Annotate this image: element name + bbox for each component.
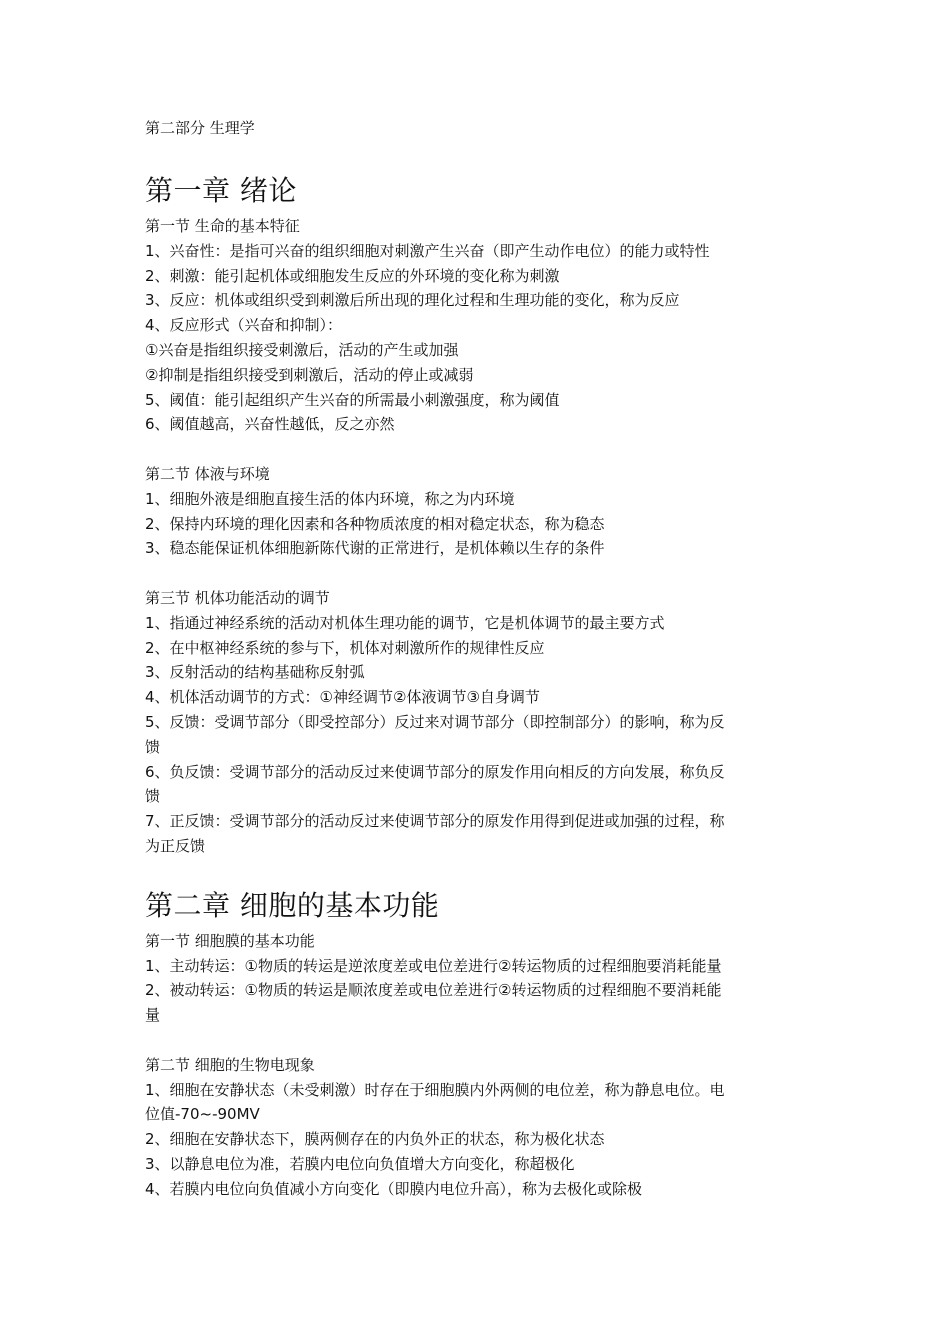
chapter-content	[145, 214, 795, 859]
chapter-title: 第二章 细胞的基本功能	[145, 888, 440, 922]
part-title: 第二部分 生理学	[145, 119, 255, 137]
section-title: 第二节 细胞的生物电现象	[145, 1055, 315, 1074]
paragraph-line: 6、阈值越高，兴奋性越低，反之亦然	[145, 415, 395, 434]
paragraph-line: 馈	[145, 787, 161, 806]
chapter-title: 第一章 绪论	[145, 174, 297, 207]
paragraph-line: 4、若膜内电位向负值减小方向变化（即膜内电位升高），称为去极化或除极	[145, 1179, 643, 1198]
paragraph-line: 4、反应形式（兴奋和抑制）：	[145, 316, 343, 335]
paragraph-line: 5、阈值：能引起组织产生兴奋的所需最小刺激强度，称为阈值	[145, 390, 560, 409]
paragraph-line: 2、保持内环境的理化因素和各种物质浓度的相对稳定状态，称为稳态	[145, 514, 605, 533]
paragraph-line: 2、在中枢神经系统的参与下，机体对刺激所作的规律性反应	[145, 638, 545, 657]
paragraph-line: 2、被动转运：①物质的转运是顺浓度差或电位差进行②转运物质的过程细胞不要消耗能	[145, 981, 722, 1000]
paragraph-line: 3、反应：机体或组织受到刺激后所出现的理化过程和生理功能的变化，称为反应	[145, 291, 680, 310]
document-body	[145, 116, 795, 1201]
paragraph-line: 位值-70~-90MV	[145, 1105, 260, 1124]
blank-line	[145, 437, 795, 462]
paragraph-line: 4、机体活动调节的方式：①神经调节②体液调节③自身调节	[145, 688, 540, 707]
paragraph-line: 1、指通过神经系统的活动对机体生理功能的调节，它是机体调节的最主要方式	[145, 613, 665, 632]
chapter-content	[145, 929, 795, 1202]
paragraph-line: ②抑制是指组织接受到刺激后，活动的停止或减弱	[145, 365, 474, 384]
paragraph-line: 1、细胞在安静状态（未受刺激）时存在于细胞膜内外两侧的电位差，称为静息电位。电	[145, 1080, 725, 1099]
paragraph-line: 量	[145, 1006, 161, 1025]
paragraph-line: 1、主动转运：①物质的转运是逆浓度差或电位差进行②转运物质的过程细胞要消耗能量	[145, 956, 722, 975]
blank-line	[145, 561, 795, 586]
section-title: 第一节 细胞膜的基本功能	[145, 931, 315, 950]
paragraph-line: 为正反馈	[145, 836, 206, 855]
paragraph-line: 馈	[145, 737, 161, 756]
paragraph-line: 2、细胞在安静状态下，膜两侧存在的内负外正的状态，称为极化状态	[145, 1130, 605, 1149]
paragraph-line: 3、反射活动的结构基础称反射弧	[145, 663, 365, 682]
paragraph-line: 7、正反馈：受调节部分的活动反过来使调节部分的原发作用得到促进或加强的过程，称	[145, 812, 725, 831]
paragraph-line: 5、反馈：受调节部分（即受控部分）反过来对调节部分（即控制部分）的影响，称为反	[145, 712, 725, 731]
section-title: 第一节 生命的基本特征	[145, 217, 300, 235]
paragraph-line: 2、刺激：能引起机体或细胞发生反应的外环境的变化称为刺激	[145, 266, 560, 285]
paragraph-line: 1、兴奋性：是指可兴奋的组织细胞对刺激产生兴奋（即产生动作电位）的能力或特性	[145, 241, 710, 260]
paragraph-line: 1、细胞外液是细胞直接生活的体内环境，称之为内环境	[145, 489, 515, 508]
blank-line	[145, 1028, 795, 1053]
section-title: 第三节 机体功能活动的调节	[145, 588, 330, 607]
section-title: 第二节 体液与环境	[145, 464, 270, 483]
paragraph-line: 6、负反馈：受调节部分的活动反过来使调节部分的原发作用向相反的方向发展，称负反	[145, 762, 725, 781]
paragraph-line: ①兴奋是指组织接受刺激后，活动的产生或加强	[145, 340, 459, 359]
paragraph-line: 3、稳态能保证机体细胞新陈代谢的正常进行，是机体赖以生存的条件	[145, 539, 605, 558]
paragraph-line: 3、以静息电位为准，若膜内电位向负值增大方向变化，称超极化	[145, 1154, 575, 1173]
